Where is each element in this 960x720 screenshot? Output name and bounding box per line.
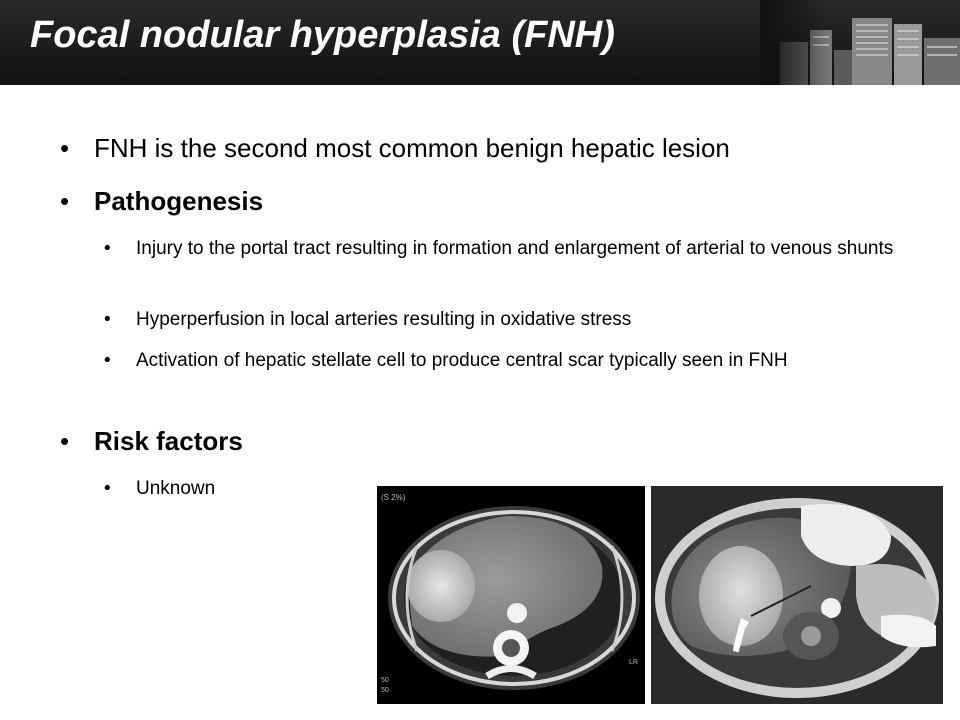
bullet-marker: •	[60, 186, 70, 216]
sub-bullet-text: Injury to the portal tract resulting in formation and enlargement of arterial to venous shunts	[136, 238, 894, 259]
slide-title: Focal nodular hyperplasia (FNH)	[30, 14, 615, 56]
section-heading: Pathogenesis	[94, 186, 264, 216]
sub-bullet-text: Activation of hepatic stellate cell to produce central scar typically seen in FNH	[136, 350, 788, 371]
sub-bullet	[104, 306, 924, 334]
sub-bullet	[104, 347, 924, 375]
sub-bullet-text: Hyperperfusion in local arteries resulting in oxidative stress	[136, 309, 632, 330]
bullet-marker: •	[104, 309, 111, 330]
svg-text:(S 2%): (S 2%)	[381, 493, 406, 502]
mri-scan-graphic	[651, 486, 943, 704]
sub-bullet-text: Unknown	[136, 478, 216, 499]
mri-scan-image	[651, 486, 943, 704]
bullet-text: FNH is the second most common benign hepatic lesion	[94, 133, 730, 163]
sub-bullet	[104, 235, 924, 263]
ct-scan-graphic	[377, 486, 645, 704]
bullet-marker: •	[60, 426, 70, 456]
svg-text:50: 50	[381, 677, 389, 684]
section-heading: Risk factors	[94, 426, 243, 456]
bullet-marker: •	[60, 133, 70, 163]
ct-scan-image	[377, 486, 645, 704]
svg-text:50: 50	[381, 687, 389, 694]
bullet-marker: •	[104, 478, 111, 499]
svg-text:LR: LR	[629, 659, 638, 666]
bullet-marker: •	[104, 350, 111, 371]
bullet-marker: •	[104, 238, 111, 259]
